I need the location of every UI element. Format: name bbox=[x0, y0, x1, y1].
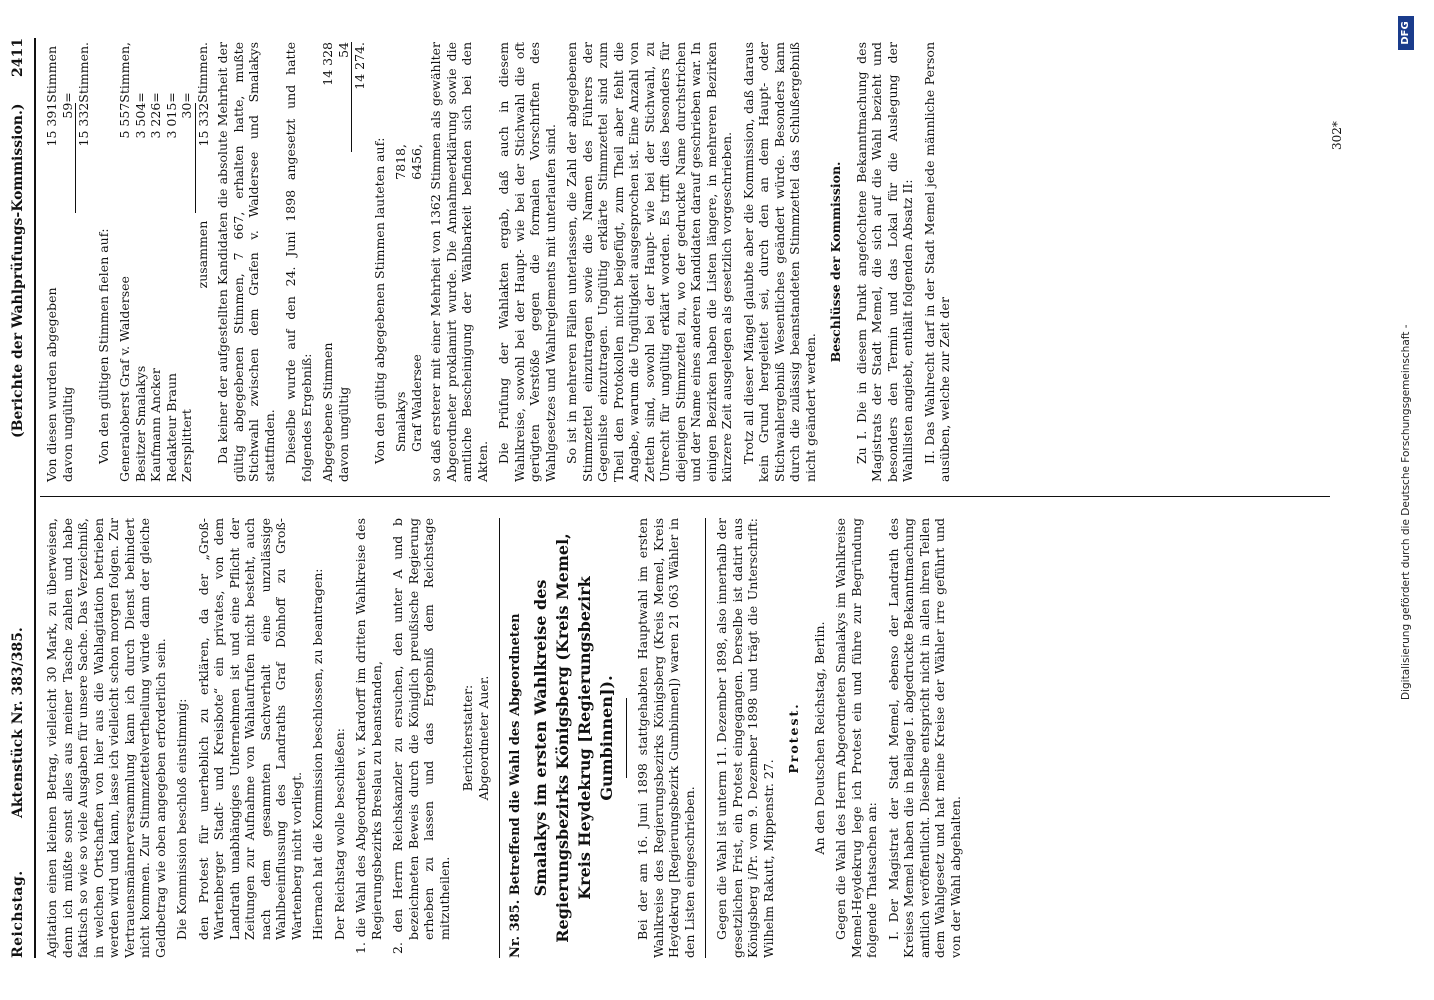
page-mark: 302* bbox=[1330, 121, 1344, 150]
row-unit: Stimmen, bbox=[117, 42, 132, 103]
table-row bbox=[44, 42, 60, 482]
candidate-name: Smalakys bbox=[393, 391, 408, 452]
paragraph: den Protest für unerheblich zu erklären, da der „Groß-Wartenberger Stadt- und Kreisbote“ ein privates, von dem Landrath unabhängiges Unternehmen ist und eine Pflicht der Zeitungen zur Aufnahme von Wahlaufrufen nicht besteht, auch nach dem gesammten Sachverhalt eine unzulässige Wahlbeeinflussung des Landraths Graf Dönhoff zu Groß-Wartenberg nicht vorliegt. bbox=[195, 518, 304, 940]
candidate-votes: 7818, bbox=[393, 144, 408, 180]
short-rule bbox=[626, 698, 627, 778]
paragraph: Agitation einen kleinen Betrag, vielleicht 30 Mark, zu überweisen, denn ich müßte sonst alles aus meiner Tasche zahlen und habe faktisch so wie so viele Ausgaben für unsere Sache. Das Verzeichniß, in welchen Ortschaften von hier aus die Wahlagitation betrieben werden wird und kann, lasse ich vielleicht schon morgen folgen. Zur Vertrauensmännerversammlung kann ich durch Dienst behindert nicht kommen. Zur Stimmzettelvertheilung würde dann der gleiche Geldbetrag wie oben angegeben erforderlich sein. bbox=[44, 518, 168, 958]
candidate-votes: 30 bbox=[179, 102, 194, 119]
list-item: 2. den Herrn Reichskanzler zu ersuchen, den unter A und b bezeichneten Beweis durch die Königlich preußische Regierung erheben zu lassen und das Ergebniß dem Reichstage mitzutheilen. bbox=[390, 518, 452, 954]
row-value: 14 274. bbox=[352, 42, 368, 152]
table-row bbox=[76, 42, 92, 482]
paragraph: So ist in mehreren Fällen unterlassen, die Zahl der abgegebenen Stimmzettel einzutragen sowie die Namen des Führers der Gegenliste einzutragen. Ungültig erklärte Stimmzettel sind zum Theil den Protokollen nicht beigefügt, zum Theil aber fehlt die Angabe, warum die Ungültigkeit ausgesprochen ist. Eine Anzahl von Zetteln sind, sowohl bei der Haupt- wie bei der Stichwahl, zu Unrecht für ungültig erklärt worden. Es trifft dies besonders für diejenigen Stimmzettel zu, wo der gedruckte Name durchstrichen und der Name eines anderen Kandidaten darauf geschrieben war. In einigen Bezirken haben die Listen längere, in mehreren Bezirken kürzere Zeit ausgelegen als gesetzlich vorgeschrieben. bbox=[564, 42, 734, 482]
vote-table-main bbox=[44, 42, 92, 482]
paragraph: Die Prüfung der Wahlakten ergab, daß auch in diesem Wahlkreise, sowohl bei der Haupt- wie bei der Stichwahl die oft gerügten Verstöße gegen die formalen Vorschriften des Wahlgesetzes und Wahlreglements mit unterlaufen sind. bbox=[496, 42, 558, 482]
header-rule bbox=[34, 38, 36, 958]
candidate-name: Redakteur Braun bbox=[163, 373, 179, 482]
row-unit: = bbox=[179, 92, 195, 103]
row-label: davon ungültig bbox=[59, 386, 75, 482]
row-unit: Stimmen. bbox=[195, 42, 211, 103]
beschluesse-title: Beschlüsse der Kommission. bbox=[828, 161, 843, 363]
paragraph: Da keiner der aufgestellten Kandidaten die absolute Mehrheit der gültig abgegebenen Stimmen, 7 667, erhalten hatte, mußte Stichwahl zwischen dem Grafen v. Waldersee und Smalakys stattfinden. bbox=[215, 42, 277, 482]
paragraph: Gegen die Wahl ist unterm 11. Dezember 1898, also innerhalb der gesetzlichen Frist, ein Protest eingegangen. Derselbe ist datirt aus Königsberg i/Pr. vom 9. Dezember 1898 und trägt die Unterschrift: Wilhelm Rakutt, Mippenstr. 27. bbox=[714, 518, 776, 958]
row-label: Von diesen wurden abgegeben bbox=[44, 287, 59, 482]
paragraph: Von den gültigen Stimmen fielen auf: bbox=[95, 228, 111, 464]
paragraph: Bei der am 16. Juni 1898 stattgehabten Hauptwahl im ersten Wahlkreise des Regierungsbezirks Königsberg (Kreis Memel, Kreis Heydekrug [Regierungsbezirk Gumbinnen]) waren 21 063 Wähler in den Listen eingeschrieben. bbox=[635, 518, 697, 958]
candidate-votes: 3 015 bbox=[163, 102, 179, 139]
row-value: 15 391 bbox=[44, 102, 59, 147]
sum-label: zusammen bbox=[195, 220, 211, 289]
paragraph: I. Der Magistrat der Stadt Memel, ebenso der Landrath des Kreises Memel haben die in Beilage I. abgedruckte Bekanntmachung amtlich veröffentlicht. Dieselbe entspricht nicht in allen ihren Teilen dem Wahlgesetz und hat meine Kreise der Wähler irre geführt und von der Wahl abgehalten. bbox=[885, 518, 963, 958]
candidate-votes: 3 226 bbox=[148, 102, 163, 139]
candidate-name: Besitzer Smalakys bbox=[132, 365, 148, 482]
paragraph: Gegen die Wahl des Herrn Abgeordneten Smalakys im Wahlkreise Memel-Heydekrug lege ich Protest ein und führe zur Begründung folgende Thatsachen an: bbox=[833, 518, 879, 958]
section-rule bbox=[705, 518, 706, 958]
header-center: Aktenstück Nr. 383/385. bbox=[10, 627, 26, 818]
row-unit: = bbox=[132, 92, 148, 103]
protest-title: Protest. bbox=[786, 702, 801, 774]
row-label: davon ungültig bbox=[335, 386, 351, 482]
paragraph: Die Kommission beschloß einstimmig: bbox=[174, 698, 189, 940]
section-rule bbox=[499, 518, 500, 958]
table-row bbox=[320, 42, 336, 482]
paragraph: Dieselbe wurde auf den 24. Juni 1898 angesetzt und hatte folgendes Ergebniß: bbox=[283, 42, 314, 482]
running-header bbox=[8, 38, 34, 958]
paragraph: II. Das Wahlrecht darf in der Stadt Memel jede männliche Person ausüben, welche zur Zeit der bbox=[921, 42, 952, 482]
candidate-votes: 6456, bbox=[408, 144, 424, 180]
row-label: Abgegebene Stimmen bbox=[320, 342, 335, 482]
table-row bbox=[195, 42, 211, 482]
list-item: 1. die Wahl des Abgeordneten v. Kardorff im dritten Wahlkreise des Regierungsbezirks Breslau zu beanstanden, bbox=[353, 518, 384, 954]
table-row bbox=[352, 42, 368, 482]
addressee: An den Deutschen Reichstag, Berlin. bbox=[811, 621, 827, 855]
table-row bbox=[179, 42, 195, 482]
column-divider bbox=[40, 496, 1330, 497]
table-row bbox=[117, 42, 133, 482]
table-row bbox=[164, 42, 180, 482]
sum-value: 15 332 bbox=[195, 103, 211, 213]
runoff-result-table bbox=[393, 144, 424, 452]
candidate-votes: 3 504 bbox=[132, 102, 148, 139]
row-unit: = bbox=[163, 92, 179, 103]
section-number-heading: Nr. 385. Betreffend die Wahl des Abgeordneten bbox=[508, 613, 523, 958]
right-column bbox=[44, 42, 959, 482]
candidate-name: Generaloberst Graf v. Waldersee bbox=[117, 276, 132, 482]
table-row bbox=[393, 144, 409, 452]
table-row bbox=[133, 42, 149, 482]
berichterstatter-name: Abgeordneter Auer. bbox=[475, 675, 491, 801]
paragraph: Hiernach hat die Kommission beschlossen, zu beantragen: bbox=[310, 568, 325, 940]
header-right: (Berichte der Wahlprüfungs-Kommission.) bbox=[10, 103, 26, 438]
paragraph: Zu I. Die in diesem Punkt angefochtene Bekanntmachung des Magistrats der Stadt Memel, die sich auf die Wahl bezieht und besonders den Termin und das Lokal für die Auslegung der Wahllisten angiebt, enthält folgenden Absatz II: bbox=[853, 42, 915, 482]
left-column bbox=[44, 518, 969, 958]
candidate-table bbox=[117, 42, 211, 482]
row-unit: Stimmen. bbox=[75, 42, 91, 103]
row-value: 54 bbox=[335, 42, 351, 58]
table-row bbox=[336, 42, 352, 482]
paragraph: Trotz all dieser Mängel glaubte aber die Kommission, daß daraus kein Grund hergeleitet sei, durch den an dem Haupt- oder Stichwahlergebniß Wesentliches geändert würde. Besonders kann durch die zulässig beanstandeten Stimmzettel das Schlußergebniß nicht geändert werden. bbox=[740, 42, 818, 482]
row-unit: = bbox=[59, 92, 75, 103]
candidate-name: Zersplittert bbox=[179, 409, 195, 482]
row-value: 15 332 bbox=[76, 103, 92, 213]
runoff-table bbox=[320, 42, 368, 482]
row-unit: Stimmen bbox=[44, 45, 59, 103]
paragraph: Der Reichstag wolle beschließen: bbox=[331, 728, 347, 940]
row-value: 59 bbox=[59, 102, 75, 119]
section-title: Smalakys im ersten Wahlkreise des Regierungsbezirks Königsberg (Kreis Memel, Kreis Heydekrug [Regierungsbezirk Gumbinnen]). bbox=[531, 533, 616, 943]
table-row bbox=[409, 144, 425, 452]
page-number: 2411 bbox=[10, 38, 26, 77]
digitization-note: Digitalisierung gefördert durch die Deutsche Forschungsgemeinschaft - bbox=[1400, 324, 1412, 700]
row-unit: = bbox=[148, 92, 163, 103]
paragraph: so daß ersterer mit einer Mehrheit von 1362 Stimmen als gewählter Abgeordneter proklamirt wurde. Die Annahmeerklärung sowie die amtliche Bescheinigung der Wählbarkeit befinden sich bei den Akten. bbox=[428, 42, 490, 482]
motion-list bbox=[353, 518, 452, 958]
table-row bbox=[60, 42, 76, 482]
header-left: Reichstag. bbox=[10, 870, 26, 958]
candidate-votes: 5 557 bbox=[117, 102, 132, 139]
row-value: 14 328 bbox=[320, 42, 335, 86]
berichterstatter-label: Berichterstatter: bbox=[460, 684, 475, 792]
candidate-name: Kaufmann Ancker bbox=[148, 368, 163, 482]
dfg-logo: DFG bbox=[1398, 16, 1414, 50]
paragraph: Von den gültig abgegebenen Stimmen lauteten auf: bbox=[371, 137, 387, 464]
candidate-name: Graf Waldersee bbox=[408, 354, 424, 452]
table-row bbox=[148, 42, 164, 482]
